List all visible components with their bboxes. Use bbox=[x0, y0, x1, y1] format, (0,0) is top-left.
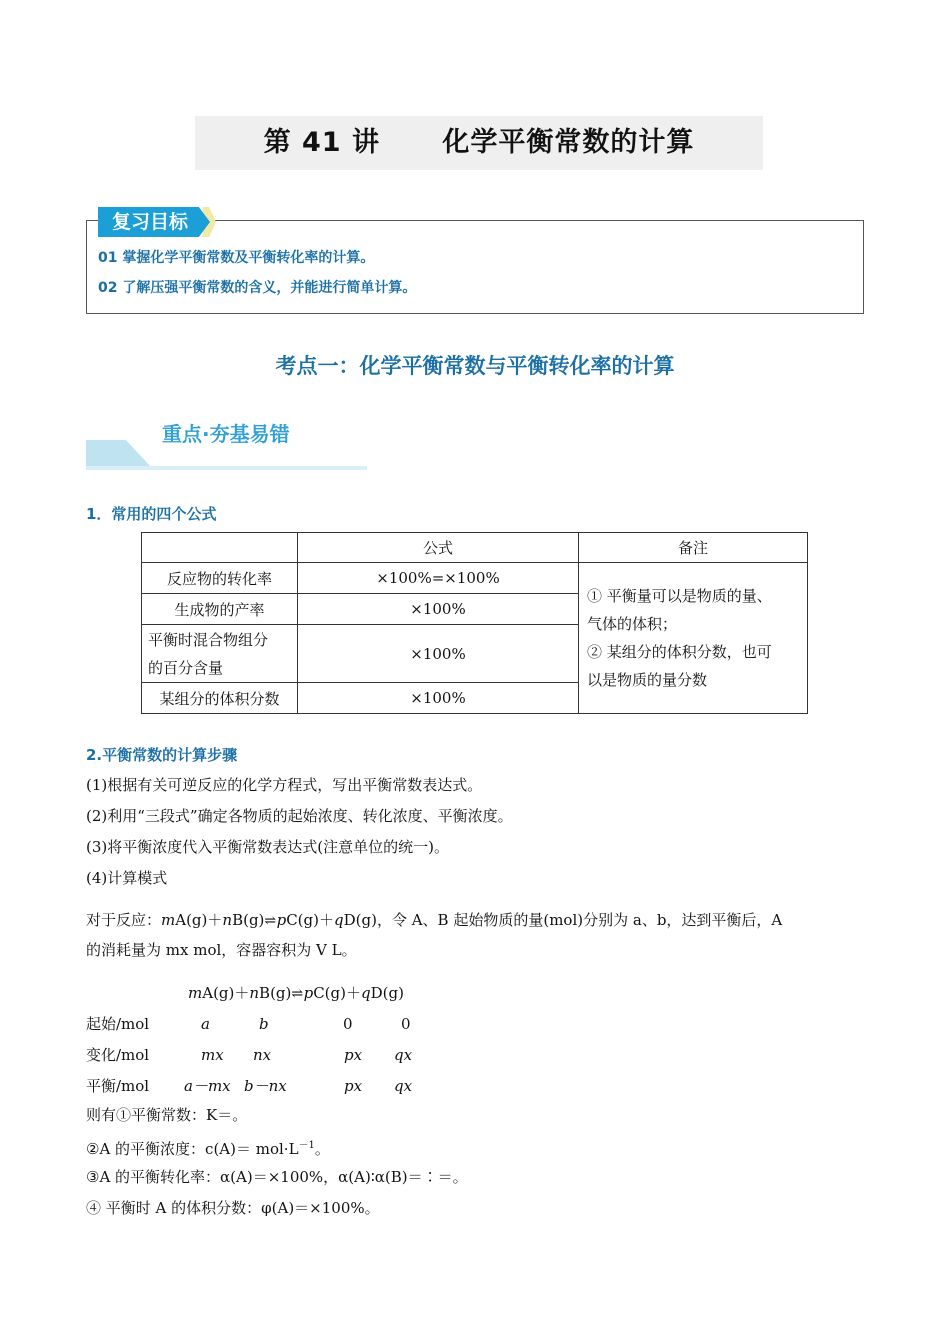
table-header-formula: 公式 bbox=[298, 533, 579, 563]
species-c: C(g)＋ bbox=[313, 984, 361, 1002]
table-cell-formula: ×100% bbox=[298, 594, 579, 625]
ice-change-a: mx bbox=[201, 1046, 224, 1064]
ice-change-d: qx bbox=[394, 1046, 413, 1064]
table-cell-formula: ×100%=×100% bbox=[298, 563, 579, 594]
ice-equil-d: qx bbox=[394, 1077, 413, 1095]
table-cell-formula: ×100% bbox=[298, 625, 579, 683]
species-b: B(g) bbox=[232, 911, 265, 929]
table-cell-name: 生成物的产率 bbox=[142, 594, 298, 625]
page-title: 第 41 讲 化学平衡常数的计算 bbox=[263, 127, 695, 158]
table-header-empty bbox=[142, 533, 298, 563]
para-text: 对于反应： bbox=[86, 911, 162, 929]
coef-q: q bbox=[334, 911, 344, 929]
result-2-text: ②A 的平衡浓度：c(A)＝ mol·L bbox=[86, 1140, 299, 1158]
step-4: (4)计算模式 bbox=[86, 869, 168, 887]
coef-q: q bbox=[360, 984, 371, 1002]
ice-start-a: a bbox=[201, 1015, 210, 1033]
equilibrium-arrow-icon: ⇌ bbox=[264, 913, 277, 929]
goals-tag-label: 复习目标 bbox=[112, 211, 189, 233]
reaction-paragraph-line1 bbox=[86, 910, 782, 931]
result-2 bbox=[86, 1136, 330, 1159]
ice-change-c: px bbox=[344, 1046, 363, 1064]
table-cell-name: 某组分的体积分数 bbox=[142, 683, 298, 714]
ice-label-change: 变化/mol bbox=[86, 1046, 150, 1064]
table-cell-name bbox=[142, 625, 298, 683]
para-text: ，令 A、B 起始物质的量(mol)分别为 a、b，达到平衡后，A bbox=[376, 911, 783, 929]
name-line: 平衡时混合物组分 bbox=[148, 630, 269, 649]
result-3: ③A 的平衡转化率：α(A)＝×100%，α(A)∶α(B)＝∶＝。 bbox=[86, 1168, 468, 1186]
heading-formulas: 1．常用的四个公式 bbox=[86, 505, 217, 523]
ice-label-start: 起始/mol bbox=[86, 1015, 150, 1033]
unit-superscript: －1 bbox=[298, 1140, 315, 1151]
species-a: A(g)＋ bbox=[202, 984, 250, 1002]
step-2: (2)利用“三段式”确定各物质的起始浓度、转化浓度、平衡浓度。 bbox=[86, 807, 513, 825]
note-line: ② 某组分的体积分数，也可 bbox=[587, 643, 772, 661]
step-1: (1)根据有关可逆反应的化学方程式，写出平衡常数表达式。 bbox=[86, 776, 483, 794]
note-line: ① 平衡量可以是物质的量、 bbox=[587, 587, 772, 605]
ice-label-equil: 平衡/mol bbox=[86, 1077, 150, 1095]
goal-item-1: 01 掌握化学平衡常数及平衡转化率的计算。 bbox=[98, 250, 375, 266]
ice-start-c: 0 bbox=[343, 1015, 353, 1033]
ice-start-d: 0 bbox=[401, 1015, 411, 1033]
goals-tag bbox=[98, 207, 218, 237]
note-line: 气体的体积； bbox=[587, 615, 678, 633]
note-line: 以是物质的量分数 bbox=[587, 671, 708, 689]
ice-start-b: b bbox=[259, 1015, 269, 1033]
ice-equil-b: b－nx bbox=[244, 1077, 287, 1095]
step-3: (3)将平衡浓度代入平衡常数表达式(注意单位的统一)。 bbox=[86, 838, 449, 856]
reaction-equation bbox=[188, 983, 404, 1004]
equilibrium-arrow-icon: ⇌ bbox=[291, 986, 304, 1002]
heading-steps: 2.平衡常数的计算步骤 bbox=[86, 746, 238, 764]
ice-equil-a: a－mx bbox=[184, 1077, 231, 1095]
goal-item-2: 02 了解压强平衡常数的含义，并能进行简单计算。 bbox=[98, 280, 417, 296]
ice-change-b: nx bbox=[253, 1046, 272, 1064]
result-1: 则有①平衡常数：K＝。 bbox=[86, 1106, 248, 1124]
species-d: D(g) bbox=[370, 984, 404, 1002]
reaction-paragraph-line2: 的消耗量为 mx mol，容器容积为 V L。 bbox=[86, 941, 357, 959]
name-line: 的百分含量 bbox=[148, 658, 224, 677]
species-b: B(g) bbox=[259, 984, 292, 1002]
table-cell-note bbox=[579, 563, 808, 714]
coef-n: n bbox=[222, 911, 233, 929]
coef-m: m bbox=[161, 911, 176, 929]
table-header-note: 备注 bbox=[579, 533, 808, 563]
coef-p: p bbox=[303, 984, 314, 1002]
table-cell-formula: ×100% bbox=[298, 683, 579, 714]
coef-m: m bbox=[188, 984, 203, 1002]
section-title: 考点一：化学平衡常数与平衡转化率的计算 bbox=[275, 354, 675, 378]
coef-p: p bbox=[276, 911, 287, 929]
result-4: ④ 平衡时 A 的体积分数：φ(A)＝×100%。 bbox=[86, 1199, 380, 1217]
result-2-tail: 。 bbox=[314, 1140, 330, 1158]
species-a: A(g)＋ bbox=[175, 911, 223, 929]
species-d: D(g) bbox=[343, 911, 377, 929]
table-cell-name: 反应物的转化率 bbox=[142, 563, 298, 594]
coef-n: n bbox=[249, 984, 260, 1002]
formula-table bbox=[141, 532, 808, 714]
sub-title: 重点·夯基易错 bbox=[162, 422, 290, 446]
species-c: C(g)＋ bbox=[286, 911, 334, 929]
ice-equil-c: px bbox=[344, 1077, 363, 1095]
